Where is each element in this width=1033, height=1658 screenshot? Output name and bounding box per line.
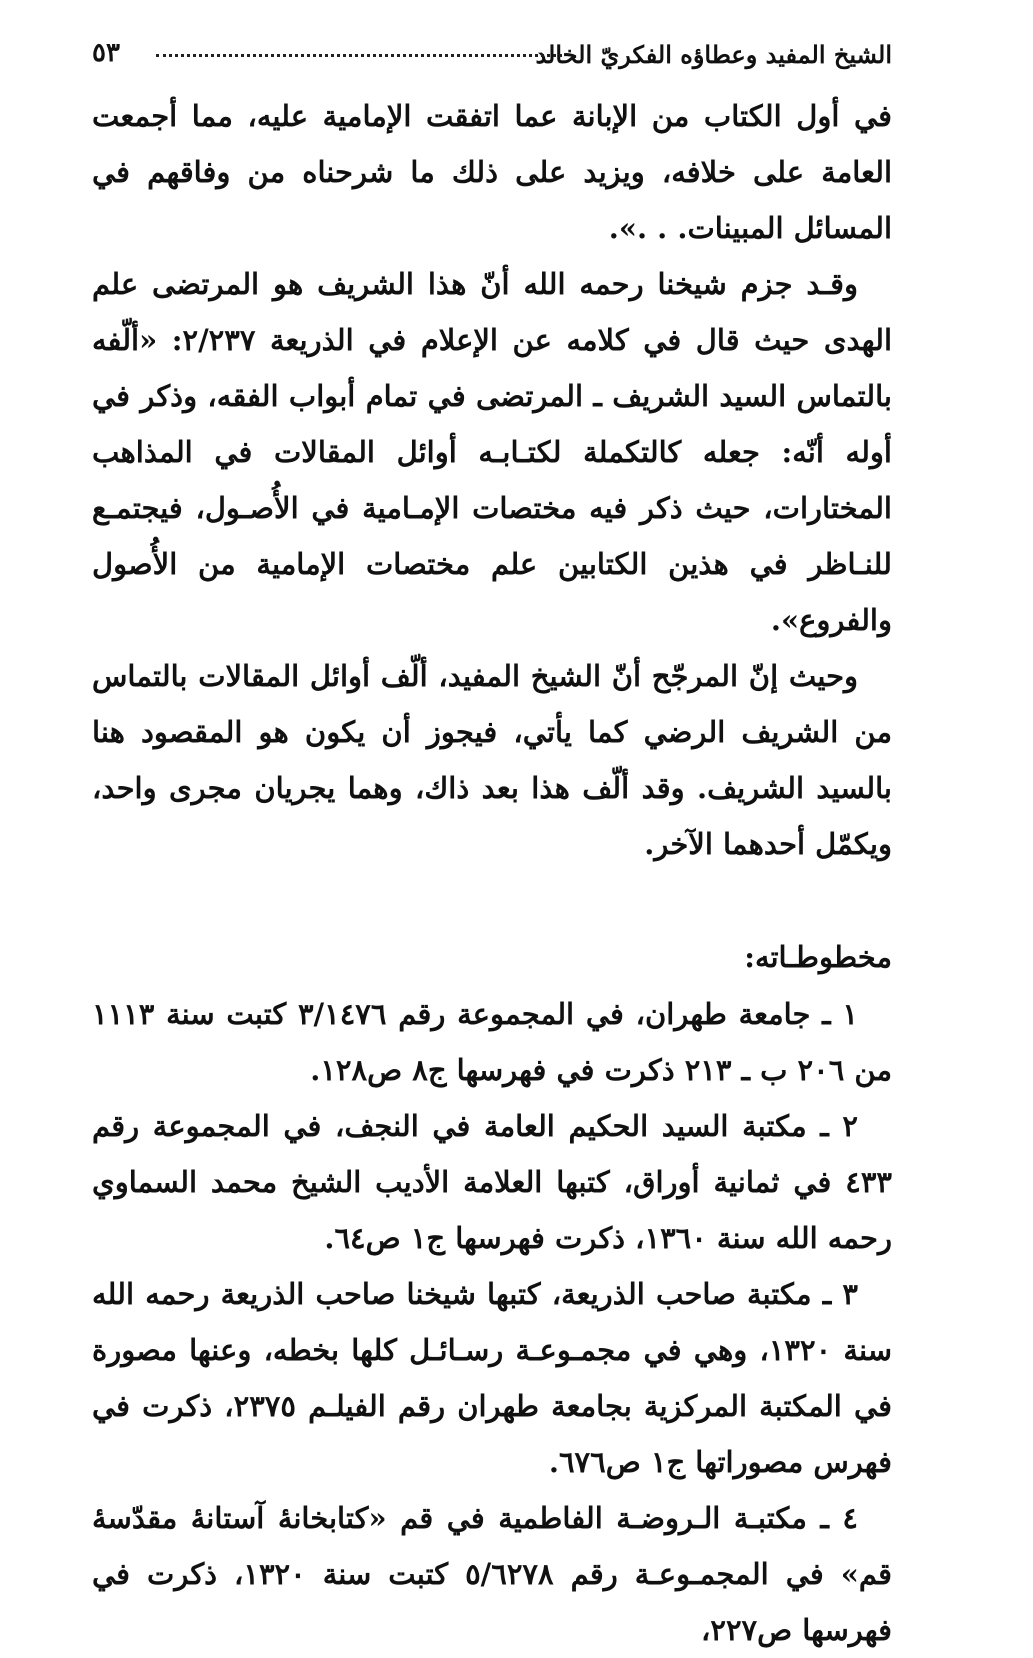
page-number: ٥٣ bbox=[92, 38, 120, 68]
manuscript-item: ١ ـ جامعة طهران، في المجموعة رقم ٣/١٤٧٦ كتبت سنة ١١١٣ من ٢٠٦ ب ـ ٢١٣ ذكرت في فهرسها ج٨ ص١٢٨. bbox=[92, 997, 892, 1087]
section-gap bbox=[92, 872, 892, 928]
manuscript-item: ٢ ـ مكتبة السيد الحكيم العامة في النجف، في المجموعة رقم ٤٣٣ في ثمانية أوراق، كتبها العلامة الأديب الشيخ محمد السماوي رحمه الله سنة ١٣٦٠، ذكرت فهرسها ج١ ص٦٤. bbox=[92, 1109, 892, 1255]
section-heading-manuscripts: مخطوطـاته: bbox=[744, 940, 892, 974]
book-page bbox=[92, 28, 892, 1658]
manuscript-item: ٣ ـ مكتبة صاحب الذريعة، كتبها شيخنا صاحب الذريعة رحمه الله سنة ١٣٢٠، وهي في مجمـوعـة رسـائـل كلها بخطه، وعنها مصورة في المكتبة المركزية بجامعة طهران رقم الفيلـم ٢٣٧٥، ذكرت في فهرس مصوراتها ج١ ص٦٧٦. bbox=[92, 1277, 892, 1479]
manuscript-item: ٤ ـ مكتبـة الـروضـة الفاطمية في قم «كتابخانهٔ آستانهٔ مقدّسهٔ قم» في المجمـوعـة رقم ٥/٦٢٧٨ كتبت سنة ١٣٢٠، ذكرت في فهرسها ص٢٢٧، bbox=[92, 1501, 893, 1647]
page-body bbox=[92, 88, 892, 1658]
paragraph-radi: وحيث إنّ المرجّح أنّ الشيخ المفيد، ألّف أوائل المقالات بالتماس من الشريف الرضي كما يأتي، فيجوز أن يكون هو المقصود هنا بالسيد الشريف. وقد ألّف هذا بعد ذاك، وهما يجريان مجرى واحد، ويكمّل أحدهما الآخر. bbox=[92, 659, 892, 861]
leader-dots bbox=[156, 54, 562, 57]
paragraph-murtada: وقـد جزم شيخنا رحمه الله أنّ هذا الشريف هو المرتضى علم الهدى حيث قال في كلامه عن الإعلام في الذريعة ٢/٢٣٧: «ألّفه بالتماس السيد الشريف ـ المرتضى في تمام أبواب الفقه، وذكر في أوله أنّه: جعله كالتكملة لكتـابـه أوائل المقالات في المذاهب المختارات، حيث ذكر فيه مختصات الإمـامية في الأُصـول، فيجتمـع للنـاظر في هذين الكتابين علم مختصات الإمامية من الأُصول والفروع». bbox=[92, 267, 892, 637]
running-title: الشيخ المفيد وعطاؤه الفكريّ الخالد bbox=[535, 40, 892, 69]
running-header bbox=[92, 28, 892, 80]
paragraph-quote-end: في أول الكتاب من الإبانة عما اتفقت الإمامية عليه، مما أجمعت العامة على خلافه، ويزيد على ذلك ما شرحناه من وفاقهم في المسائل المبينات. . .». bbox=[92, 99, 892, 245]
